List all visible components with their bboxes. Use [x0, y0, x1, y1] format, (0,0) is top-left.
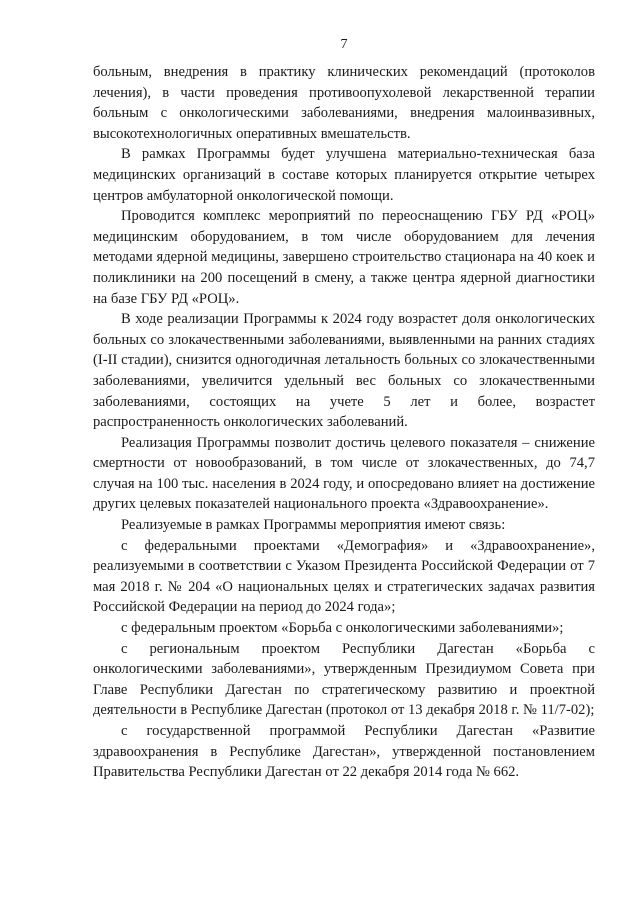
paragraph-7: с федеральными проектами «Демография» и «Здравоохранение», реализуемыми в соответствии с Указом Президента Российской Федерации от 7 мая 2018 г. № 204 «О национальных целях и стратегических задачах развития Российской Федерации на период до 2024 года»;	[93, 537, 595, 616]
paragraph-5: Реализация Программы позволит достичь целевого показателя – снижение смертности от новообразований, в том числе от злокачественных, до 74,7 случая на 100 тыс. населения в 2024 году, и опосредовано влияет на достижение других целевых показателей национального проекта «Здравоохранение».	[93, 434, 595, 513]
paragraph-8: с федеральным проектом «Борьба с онкологическими заболеваниями»;	[121, 620, 564, 637]
paragraph-9: с региональным проектом Республики Дагестан «Борьба с онкологическими заболеваниями», утвержденным Президиумом Совета при Главе Республики Дагестан по стратегическому развитию и проектной деятельности в Республике Дагестан (протокол от 13 декабря 2018 г. № 11/7-02);	[93, 640, 595, 719]
paragraph-4: В ходе реализации Программы к 2024 году возрастет доля онкологических больных со злокачественными заболеваниями, выявленными на ранних стадиях (I-II стадии), снизится одногодичная летальность больных со злокачественными заболеваниями, увеличится удельный вес больных со злокачественными заболеваниями, состоящих на учете 5 лет и более, возрастет распространенность онкологических заболеваний.	[93, 311, 595, 431]
page-number: 7	[340, 37, 348, 52]
paragraph-3: Проводится комплекс мероприятий по переоснащению ГБУ РД «РОЦ» медицинским оборудованием, в том числе оборудованием для лечения методами ядерной медицины, завершено строительство стационара на 40 коек и поликлиники на 200 посещений в смену, а также центра ядерной диагностики на базе ГБУ РД «РОЦ».	[93, 208, 595, 307]
paragraph-6: Реализуемые в рамках Программы мероприятия имеют связь:	[121, 517, 506, 534]
paragraph-1: больным, внедрения в практику клинических рекомендаций (протоколов лечения), в части проведения противоопухолевой лекарственной терапии больным с онкологическими заболеваниями, внедрения малоинвазивных, высокотехнологичных оперативных вмешательств.	[93, 64, 595, 142]
paragraph-10: с государственной программой Республики Дагестан «Развитие здравоохранения в Республике Дагестан», утвержденной постановлением Правительства Республики Дагестан от 22 декабря 2014 года № 662.	[93, 723, 595, 781]
paragraph-2: В рамках Программы будет улучшена материально-техническая база медицинских организаций в составе которых планируется открытие четырех центров амбулаторной онкологической помощи.	[93, 146, 595, 204]
